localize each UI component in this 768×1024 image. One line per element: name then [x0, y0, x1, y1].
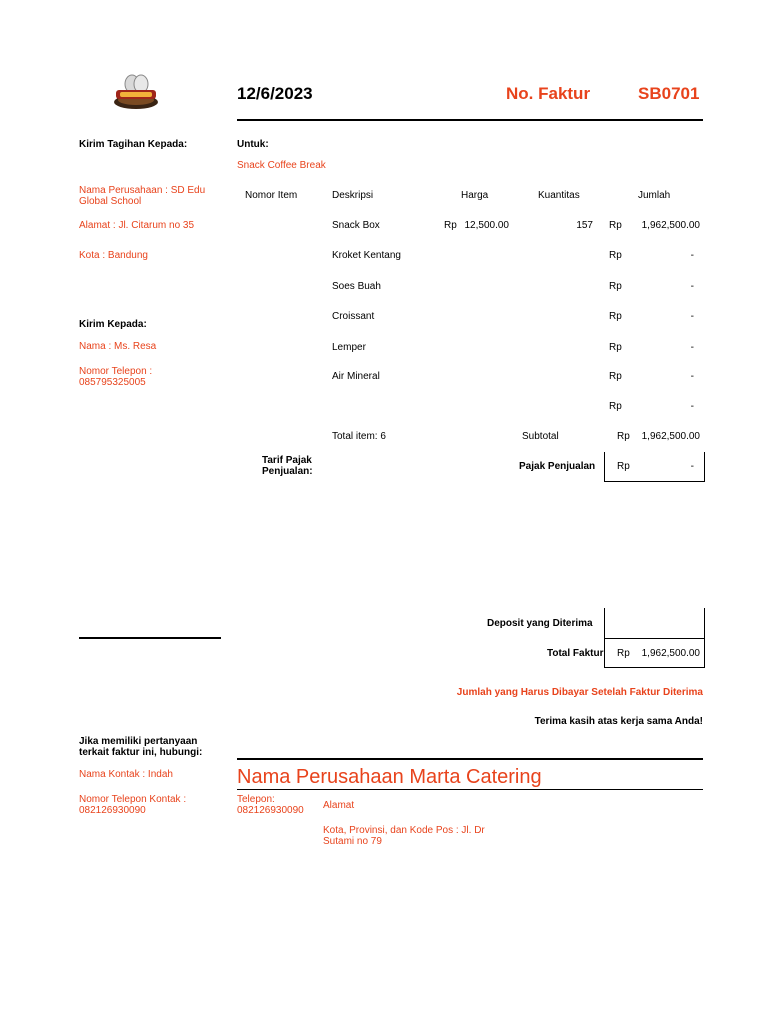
total-invoice-value: 1,962,500.00	[641, 648, 700, 659]
footer-phone-label: Telepon:	[237, 794, 275, 805]
col-header-amount: Jumlah	[638, 190, 671, 201]
for-heading: Untuk:	[237, 139, 269, 150]
col-header-item-number: Nomor Item	[245, 190, 298, 201]
ship-to-phone-label: Nomor Telepon :	[79, 366, 153, 377]
contact-name: Nama Kontak : Indah	[79, 769, 173, 780]
row-amount-currency: Rp	[609, 220, 622, 231]
row-amount: -	[690, 281, 694, 292]
row-amount: -	[690, 401, 694, 412]
footer-city	[323, 825, 485, 847]
row-amount-currency: Rp	[609, 281, 622, 292]
amount-due-note: Jumlah yang Harus Dibayar Setelah Faktur Diterima	[456, 687, 703, 698]
row-amount: -	[690, 311, 694, 322]
footer-top-divider	[237, 758, 703, 760]
col-header-quantity: Kuantitas	[538, 190, 580, 201]
row-price-currency: Rp	[444, 220, 457, 231]
total-items: Total item: 6	[332, 431, 386, 442]
row-amount-currency: Rp	[609, 311, 622, 322]
row-amount-currency: Rp	[609, 342, 622, 353]
sales-tax-value: -	[690, 461, 694, 472]
col-header-description: Deskripsi	[332, 190, 374, 201]
row-amount: -	[690, 371, 694, 382]
ship-to-phone	[79, 366, 152, 388]
row-amount-currency: Rp	[609, 250, 622, 261]
row-description: Soes Buah	[332, 281, 381, 292]
contact-question-line2: terkait faktur ini, hubungi:	[79, 747, 203, 758]
row-description: Kroket Kentang	[332, 250, 401, 261]
company-logo	[110, 72, 162, 112]
footer-phone	[237, 794, 304, 816]
subtotal-value: 1,962,500.00	[641, 431, 700, 442]
bill-to-address: Alamat : Jl. Citarum no 35	[79, 220, 195, 231]
tax-rate-label-line1: Tarif Pajak	[262, 455, 312, 466]
invoice-number-label: No. Faktur	[506, 84, 591, 103]
invoice-number: SB0701	[638, 84, 700, 103]
bill-to-heading: Kirim Tagihan Kepada:	[79, 139, 188, 150]
sales-tax-label: Pajak Penjualan	[519, 461, 596, 472]
row-amount-currency: Rp	[609, 401, 622, 412]
row-amount: -	[690, 342, 694, 353]
ship-to-heading: Kirim Kepada:	[79, 319, 147, 330]
footer-city-line2: Sutami no 79	[323, 836, 382, 847]
ship-to-name: Nama : Ms. Resa	[79, 341, 157, 352]
contact-question-line1: Jika memiliki pertanyaan	[79, 736, 198, 747]
invoice-date: 12/6/2023	[237, 84, 313, 103]
row-amount: -	[690, 250, 694, 261]
subtotal-currency: Rp	[617, 431, 630, 442]
footer-bottom-divider	[237, 789, 703, 790]
row-amount: 1,962,500.00	[641, 220, 700, 231]
row-quantity: 157	[576, 220, 593, 231]
footer-company-name: Nama Perusahaan Marta Catering	[237, 766, 542, 788]
row-description: Croissant	[332, 311, 375, 322]
footer-phone-value: 082126930090	[237, 805, 304, 816]
total-invoice-currency: Rp	[617, 648, 630, 659]
contact-phone-value: 082126930090	[79, 805, 146, 816]
totals-box-divider	[604, 638, 704, 639]
footer-address: Alamat	[323, 800, 355, 811]
total-invoice-label: Total Faktur	[547, 648, 604, 659]
col-header-price: Harga	[461, 190, 489, 201]
ship-to-phone-value: 085795325005	[79, 377, 146, 388]
bill-to-city: Kota : Bandung	[79, 250, 148, 261]
sales-tax-currency: Rp	[617, 461, 630, 472]
contact-question	[79, 736, 202, 758]
tax-rate-label	[262, 455, 313, 477]
row-price: 12,500.00	[464, 220, 509, 231]
header-divider	[237, 119, 703, 121]
subtotal-label: Subtotal	[522, 431, 559, 442]
row-amount-currency: Rp	[609, 371, 622, 382]
row-description: Snack Box	[332, 220, 380, 231]
footer-city-line1: Kota, Provinsi, dan Kode Pos : Jl. Dr	[323, 825, 485, 836]
bill-to-company-line1: Nama Perusahaan : SD Edu	[79, 185, 206, 196]
for-value: Snack Coffee Break	[237, 160, 326, 171]
contact-phone	[79, 794, 186, 816]
bill-to-company	[79, 185, 205, 207]
deposit-label: Deposit yang Diterima	[487, 618, 593, 629]
tax-rate-label-line2: Penjualan:	[262, 466, 313, 477]
row-description: Air Mineral	[332, 371, 380, 382]
left-divider	[79, 637, 221, 639]
row-description: Lemper	[332, 342, 366, 353]
contact-phone-label: Nomor Telepon Kontak :	[79, 794, 187, 805]
thank-you-note: Terima kasih atas kerja sama Anda!	[534, 716, 703, 727]
bill-to-company-line2: Global School	[79, 196, 142, 207]
